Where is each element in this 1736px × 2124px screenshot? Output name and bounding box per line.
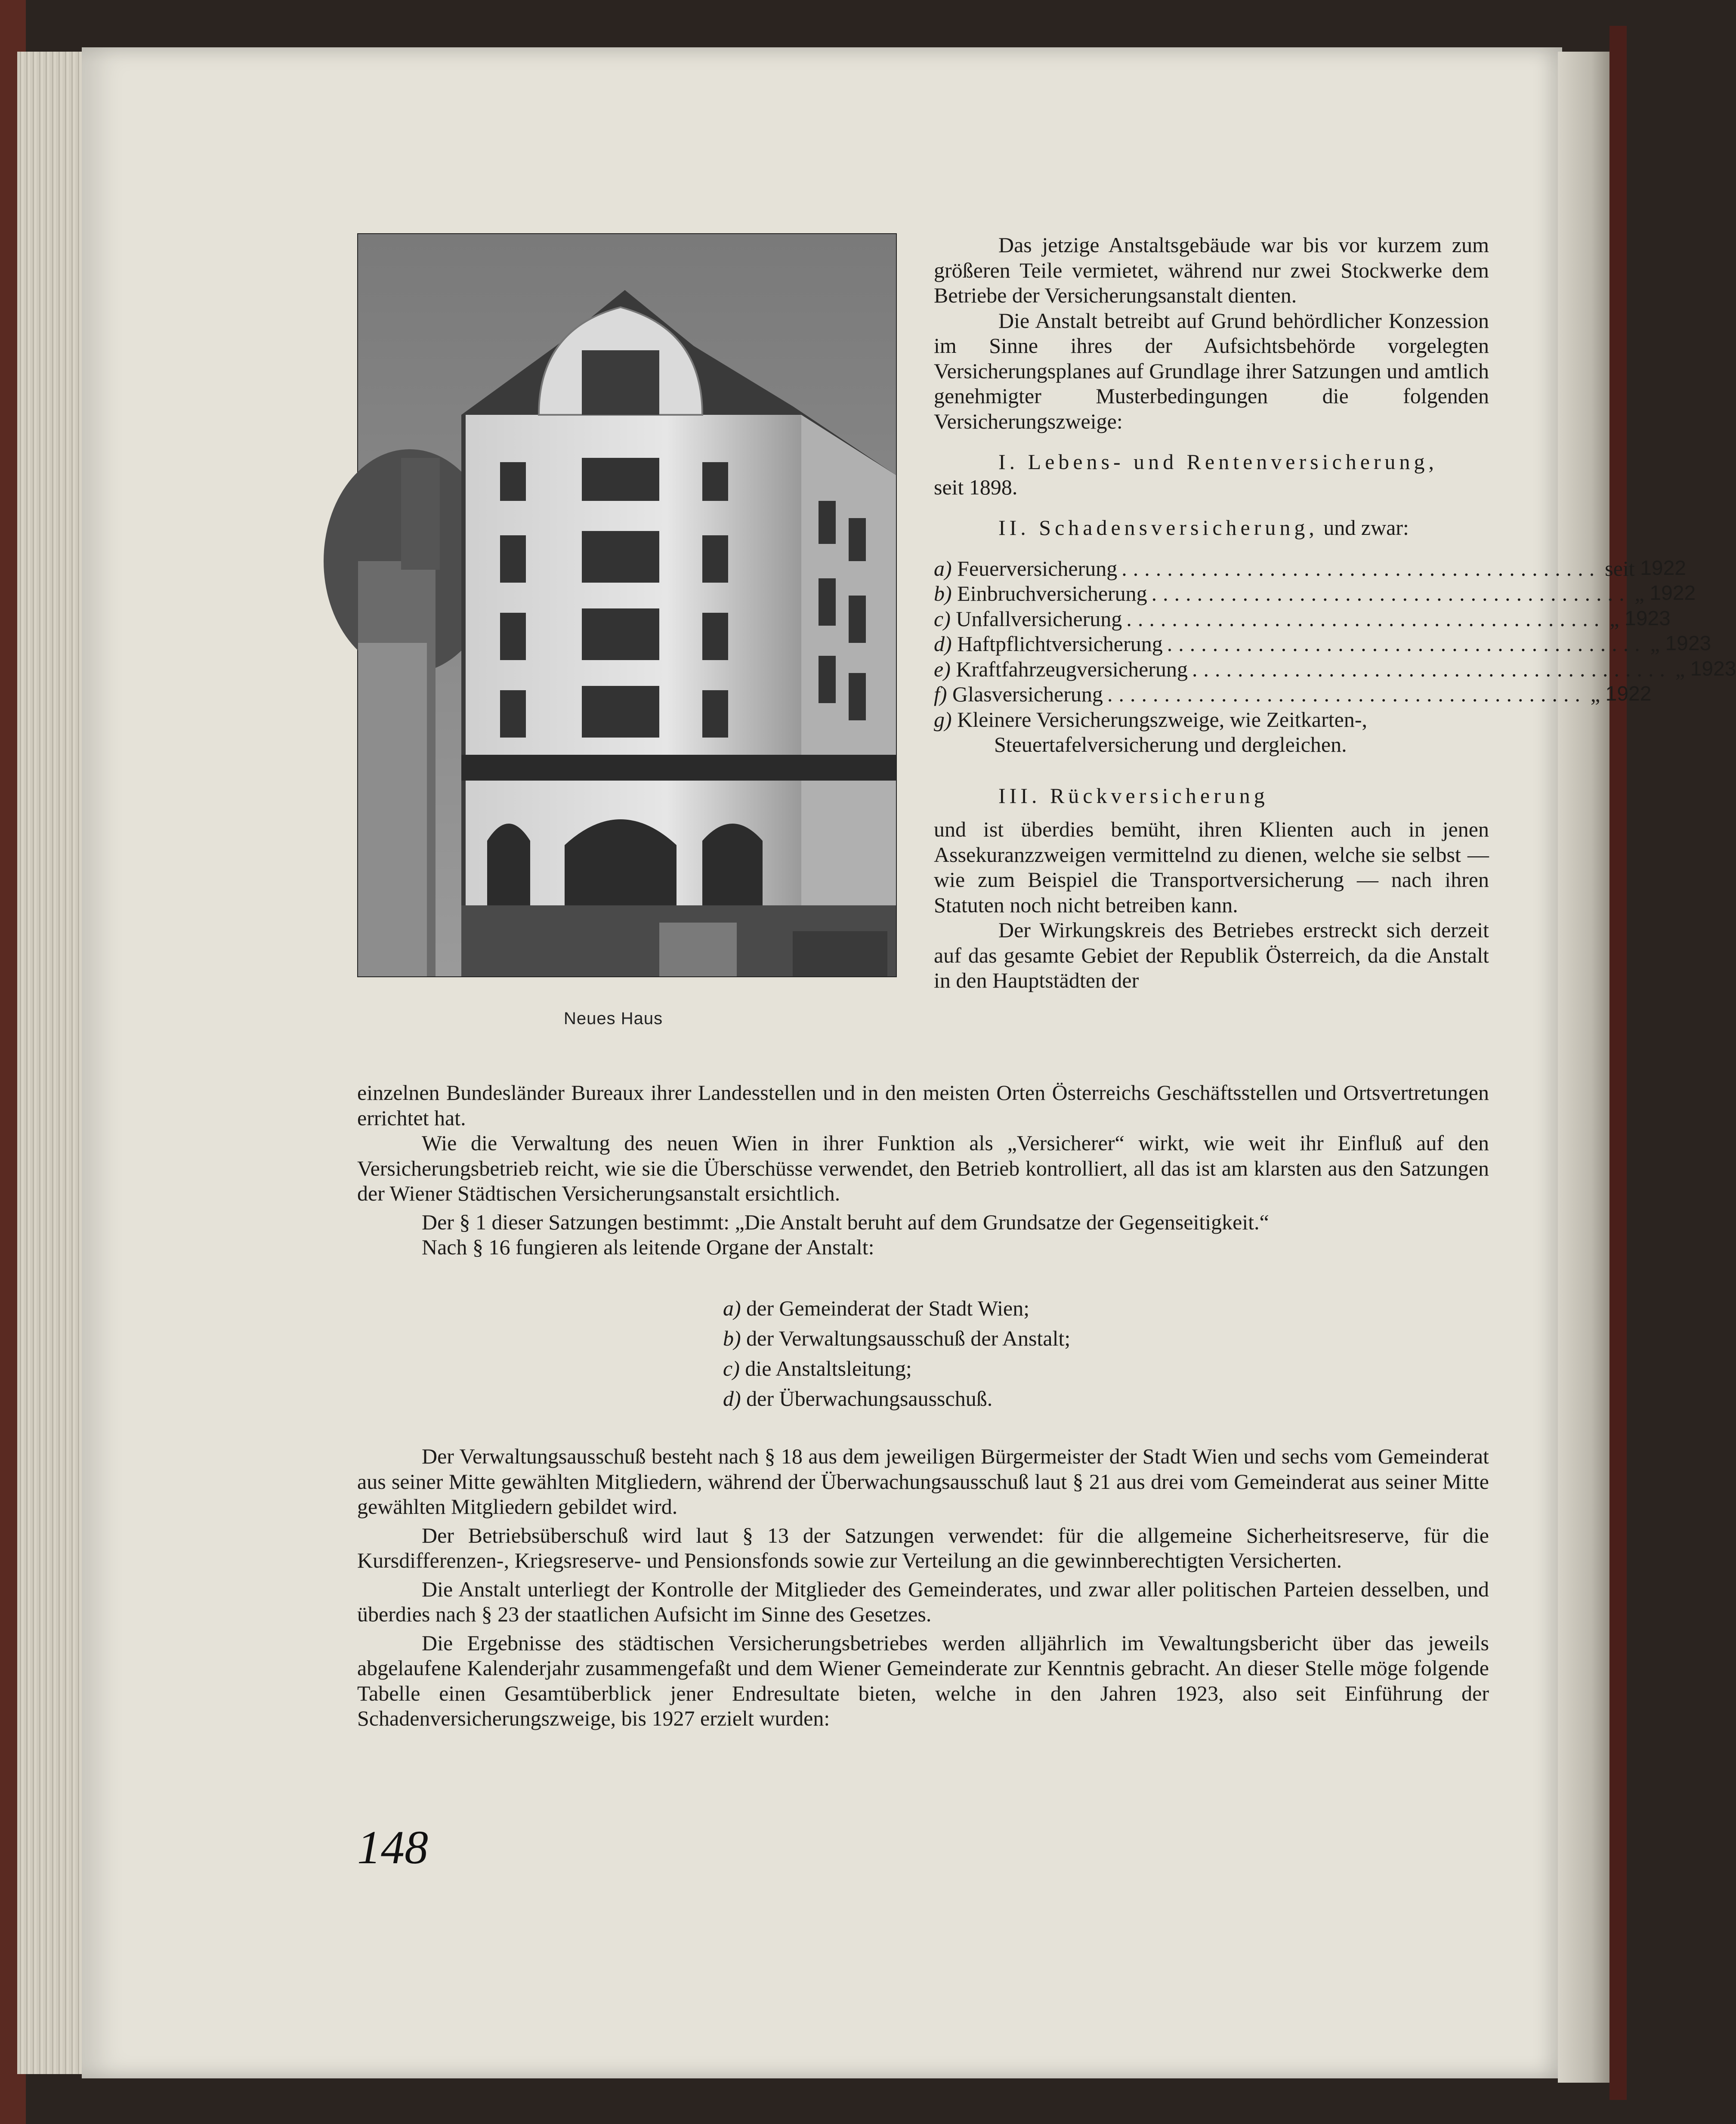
- section-label: III. Rückversicherung: [998, 783, 1269, 808]
- paragraph: Die Ergebnisse des städtischen Versicherungsbetriebes werden alljährlich im Vewaltungsbericht über das jeweils abgelaufene Kalenderjahr zusammengefaßt und dem Wiener Gemeinderate zur Kenntnis gebracht. An dieser Stelle möge folgende Tabelle einen Gesamtüberblick jener Endresultate bieten, welche in den Jahren 1923, also seit Einführung der Schadenversicherungszweige, bis 1927 erzielt wurden:: [357, 1630, 1489, 1730]
- list-item: d) Haftpflichtversicherung .......................................... „ 1923: [934, 632, 1711, 656]
- section-reinsurance: [934, 783, 1489, 809]
- list-item: e) Kraftfahrzeugversicherung .......................................... „ 1923: [934, 657, 1736, 681]
- paragraph: und ist überdies bemüht, ihren Klienten auch in jenen Assekuranzzweigen vermittelnd zu dienen, welche sie selbst — wie zum Beispiel die Transportversicherung — nach ihren Statuten noch nicht betreiben kann.: [934, 817, 1489, 917]
- full-width-text-b: [357, 1444, 1489, 1731]
- paragraph: Der Verwaltungsausschuß besteht nach § 18 aus dem jeweiligen Bürgermeister der Stadt Wien und sechs vom Gemeinderat aus seiner Mitte gewählten Mitgliedern, während der Überwachungsausschuß laut § 21 aus drei vom Gemeinderat aus seiner Mitte gewählten Mitgliedern gebildet wird.: [357, 1444, 1489, 1519]
- photo-caption: Neues Haus: [564, 1009, 663, 1028]
- right-column: [934, 232, 1736, 993]
- paragraph: Die Anstalt betreibt auf Grund behördlicher Konzession im Sinne ihres der Aufsichtsbehörde vorgelegten Versicherungsplanes auf Grundlage ihrer Satzungen und amtlich genehmigter Musterbedingungen die folgenden Versicherungszweige:: [934, 308, 1489, 433]
- section-tail: und zwar:: [1323, 516, 1409, 540]
- list-item: c) die Anstaltsleitung;: [723, 1356, 912, 1380]
- list-item: b) der Verwaltungsausschuß der Anstalt;: [723, 1326, 1071, 1350]
- paragraph: Die Anstalt unterliegt der Kontrolle der Mitglieder des Gemeinderates, und zwar aller politischen Parteien desselben, und überdies nach § 23 der staatlichen Aufsicht im Sinne des Gesetzes.: [357, 1577, 1489, 1626]
- paragraph: Das jetzige Anstaltsgebäude war bis vor kurzem zum größeren Teile vermietet, während nur zwei Stockwerke dem Betriebe der Versicherungsanstalt dienten.: [934, 233, 1489, 307]
- list-item: b) Einbruchversicherung .......................................... „ 1922: [934, 581, 1696, 605]
- full-width-text-a: [357, 1080, 1489, 1260]
- page-number: 148: [357, 1821, 428, 1874]
- paragraph: Wie die Verwaltung des neuen Wien in ihrer Funktion als „Versicherer“ wirkt, wie weit ihr Einfluß auf den Versicherungsbetrieb reicht, wie sie die Überschüsse verwendet, den Betrieb kontrolliert, all das ist am klarsten aus den Satzungen der Wiener Städtischen Versicherungsanstalt ersichtlich.: [357, 1131, 1489, 1205]
- building-illustration: [358, 234, 896, 976]
- list-item: c) Unfallversicherung .......................................... „ 1923: [934, 606, 1671, 631]
- section-label: II. Schadensversicherung,: [998, 516, 1318, 540]
- list-item-continuation: Steuertafelversicherung und dergleichen.: [994, 732, 1347, 756]
- insurance-branch-list: [934, 556, 1736, 757]
- list-item: a) der Gemeinderat der Stadt Wien;: [723, 1296, 1030, 1320]
- book-cover-right: [1609, 26, 1627, 2100]
- list-item: g) Kleinere Versicherungszweige, wie Zeitkarten-,: [934, 707, 1367, 732]
- list-item: d) der Überwachungsausschuß.: [723, 1386, 993, 1411]
- paragraph: Der § 1 dieser Satzungen bestimmt: „Die Anstalt beruht auf dem Grundsatze der Gegenseitigkeit.“: [422, 1210, 1269, 1234]
- list-item: f) Glasversicherung .......................................... „ 1922: [934, 682, 1652, 706]
- page-curl-right: [1558, 52, 1614, 2083]
- list-item: a) Feuerversicherung .......................................... seit 1922: [934, 556, 1686, 580]
- paragraph: Der Betriebsüberschuß wird laut § 13 der Satzungen verwendet: für die allgemeine Sicherheitsreserve, für die Kursdifferenzen-, Kriegsreserve- und Pensionsfonds sowie zur Verteilung an die gewinnberechtigten Versicherten.: [357, 1523, 1489, 1572]
- section-life-insurance: [934, 449, 1489, 475]
- paragraph: Nach § 16 fungieren als leitende Organe der Anstalt:: [422, 1235, 874, 1259]
- building-photo: [357, 233, 897, 977]
- section-damage-insurance: [934, 515, 1489, 540]
- section-label: I. Lebens- und Rentenversicherung,: [998, 450, 1438, 474]
- paragraph: einzelnen Bundesländer Bureaux ihrer Landesstellen und in den meisten Orten Österreichs Geschäftsstellen und Ortsvertretungen errichtet hat.: [357, 1081, 1489, 1130]
- organs-list: [723, 1293, 1070, 1414]
- section-life-insurance-since: seit 1898.: [934, 475, 1018, 499]
- paragraph: Der Wirkungskreis des Betriebes erstreckt sich derzeit auf das gesamte Gebiet der Republik Österreich, da die Anstalt in den Hauptstädten der: [934, 918, 1489, 992]
